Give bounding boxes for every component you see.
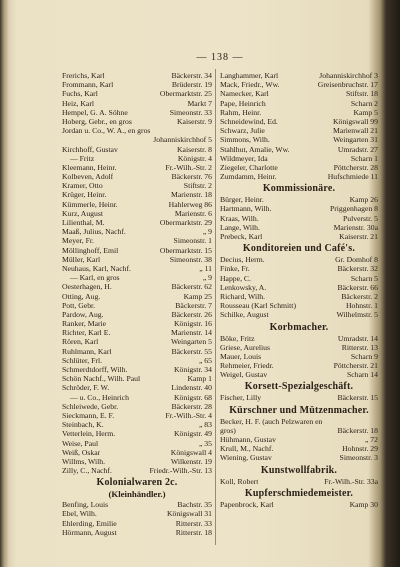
entry-name: Rahm, Heinr. [220, 107, 262, 117]
entry-address: Bäckerstr. 32 [337, 264, 378, 274]
directory-entry [62, 466, 212, 475]
directory-entry [62, 99, 212, 108]
directory-entry [62, 181, 212, 190]
entry-name: Jordan u. Co., W. A., en gros [62, 126, 151, 136]
directory-entry [62, 500, 212, 509]
entry-address: Scharn 1 [350, 153, 378, 163]
directory-entry [62, 347, 212, 356]
directory-entry [62, 227, 212, 236]
entry-address: Stiftstr. 2 [183, 181, 212, 191]
directory-entry [62, 420, 212, 429]
entry-address: Hohnstr. 1 [345, 301, 378, 311]
entry-address: Kamp 26 [349, 195, 378, 205]
entry-address: Fr.-Wilh.-Str. 2 [165, 162, 212, 172]
directory-entry [62, 71, 212, 80]
entry-name: Ehlerding, Emilie [62, 518, 117, 528]
entry-name: Kramer, Otto [62, 181, 103, 191]
entry-address: Kamp 30 [349, 499, 378, 509]
entry-address: „ 35 [198, 438, 212, 448]
entry-address: Fr.-Wilh.-Str. 33a [324, 476, 378, 486]
entry-name: Kleemann, Heinr. [62, 162, 117, 172]
entry-address: Stiftstr. 18 [345, 89, 378, 99]
section-heading: Kunstwollfabrik. [260, 464, 338, 476]
entry-name: Frerichs, Karl [62, 71, 105, 80]
directory-entry [220, 195, 378, 204]
right-column [220, 71, 378, 547]
entry-address: Hahlerweg 86 [168, 199, 212, 209]
section-heading: Kommissionäre. [262, 183, 336, 195]
entry-name: Pardow, Aug. [62, 309, 104, 319]
entry-address: Bäckerstr. 7 [175, 300, 212, 310]
directory-entry [220, 453, 378, 462]
entry-address: Bäckerstr. 2 [341, 291, 378, 301]
entry-name: Neuhaus, Karl, Nachf. [62, 263, 131, 273]
directory-entry [62, 448, 212, 457]
directory-entry [62, 172, 212, 181]
entry-name: Schwarz, Julie [220, 126, 265, 136]
entry-name: Bürger, Heinr. [220, 195, 264, 205]
entry-address: Obermarktstr. 29 [159, 218, 212, 227]
entry-address: Königstr. 4 [177, 153, 212, 163]
entry-address: Umradstr. 27 [337, 144, 378, 154]
entry-name: Koll, Robert [220, 476, 259, 486]
entry-name: Simmons, Wilh. [220, 135, 270, 145]
directory-entry [220, 89, 378, 98]
entry-name: Rören, Karl [62, 337, 99, 347]
entry-address: Scharn 5 [350, 273, 378, 283]
entry-address: „ 83 [198, 420, 212, 430]
entry-address: Greisenbruchstr. 17 [317, 80, 378, 90]
directory-entry [220, 204, 378, 213]
directory-entry [220, 154, 378, 163]
entry-name: Hartmann, Wilh. [220, 204, 272, 214]
entry-address: Wilhelmstr. 5 [336, 310, 378, 320]
entry-address: Johanniskirchhof 5 [153, 135, 212, 145]
entry-name: Lenkowsky, A. [220, 282, 267, 292]
entry-address: Königswall 31 [166, 509, 212, 519]
directory-entry [62, 154, 212, 163]
directory-entry [62, 429, 212, 438]
entry-address: Bäckerstr. 55 [171, 346, 212, 356]
entry-address: Marienwall 21 [332, 126, 378, 136]
section-subheading: (Kleinhändler.) [108, 489, 166, 500]
entry-name: Lilienthal, M. [62, 218, 105, 227]
entry-address: Lindenstr. 40 [171, 383, 212, 393]
section-heading: Kürschner und Mützenmacher. [229, 404, 369, 416]
directory-entry [220, 71, 378, 80]
directory-entry [62, 135, 212, 144]
entry-address: Ritterstr. 13 [341, 342, 378, 352]
entry-name: Hoberg, Gebr., en gros [62, 116, 132, 126]
directory-entry [62, 246, 212, 255]
entry-address: „ 9 [202, 227, 212, 237]
directory-entry [220, 343, 378, 352]
entry-name: Richard, Wilh. [220, 291, 266, 301]
directory-entry [62, 319, 212, 328]
directory-entry [220, 214, 378, 223]
directory-entry [220, 145, 378, 154]
directory-entry [220, 361, 378, 370]
entry-address: Simeonstr. 1 [173, 236, 212, 246]
directory-entry [220, 417, 378, 426]
directory-entry [62, 80, 212, 89]
directory-entry [220, 283, 378, 292]
entry-address: Königstr. 16 [173, 319, 212, 329]
entry-name: Heiz, Karl [62, 98, 95, 108]
directory-entry [62, 439, 212, 448]
entry-address: Friedr.-Wilh.-Str. 13 [149, 466, 212, 476]
entry-address: Bäckerstr. 26 [171, 309, 212, 319]
left-column [62, 71, 212, 547]
entry-address: „ 11 [199, 263, 212, 273]
entry-name: Decius, Herm. [220, 255, 265, 265]
entry-name: Kurz, August [62, 208, 103, 218]
directory-entry [62, 292, 212, 301]
entry-name: — Karl, en gros [70, 273, 120, 283]
entry-address: Wilkenstr. 19 [170, 456, 212, 466]
entry-address: Marienstr. 14 [171, 328, 212, 338]
entry-name: Schön Nachf., Wilh. Paul [62, 374, 141, 384]
directory-entry [220, 477, 378, 486]
entry-address: Bäckerstr. 18 [337, 425, 378, 435]
directory-entry [220, 500, 378, 509]
entry-name: Weiß, Oskar [62, 447, 101, 457]
entry-name: Fuchs, Karl [62, 89, 98, 99]
entry-address: „ 72 [364, 435, 378, 444]
entry-address: Weingarten 31 [333, 135, 378, 145]
directory-entry [62, 411, 212, 420]
entry-name: Benfing, Louis [62, 500, 109, 510]
directory-entry [220, 264, 378, 273]
entry-name: Steinbach, K. [62, 420, 104, 430]
directory-entry [220, 393, 378, 402]
entry-address: Priggenhagen 8 [329, 204, 378, 214]
entry-name: Wildmeyer, Ida [220, 153, 268, 163]
directory-entry [220, 117, 378, 126]
directory-entry [62, 209, 212, 218]
directory-entry [220, 108, 378, 117]
entry-name: Otting, Aug. [62, 291, 101, 301]
entry-address: Hohnstr. 29 [342, 444, 378, 454]
entry-address: Markt 7 [187, 98, 212, 108]
entry-name: Langhammer, Karl [220, 71, 279, 80]
entry-name: Schlüter, Frl. [62, 355, 103, 365]
entry-address: Simeonstr. 33 [169, 107, 212, 117]
entry-address: Scharn 9 [350, 351, 378, 361]
entry-name: Stahlhut, Amalie, Ww. [220, 144, 290, 154]
entry-address: Hufschmiede 11 [327, 172, 378, 182]
directory-entry [62, 264, 212, 273]
entry-name: Willms, Wilh. [62, 456, 106, 466]
entry-address: Bäckerstr. 66 [337, 282, 378, 292]
directory-entry [62, 117, 212, 126]
directory-entry [62, 519, 212, 528]
entry-address: Ritterstr. 18 [175, 527, 212, 537]
entry-address: Marienstr. 18 [171, 190, 212, 200]
entry-name: Schilke, August [220, 310, 269, 320]
directory-entry [62, 126, 212, 135]
entry-address: Kaiserstr. 21 [339, 232, 378, 241]
directory-entry [62, 509, 212, 518]
entry-name: Hörmann, August [62, 527, 117, 537]
directory-entry [220, 352, 378, 361]
directory-entry [62, 402, 212, 411]
entry-name: Happe, C. [220, 273, 251, 283]
entry-name: Müller, Karl [62, 254, 101, 264]
directory-entry [220, 444, 378, 453]
entry-name: Wiening, Gustav [220, 453, 272, 463]
entry-name: Kolbeven, Adolf [62, 172, 114, 182]
entry-address: „ 9 [202, 273, 212, 283]
entry-address: „ 65 [198, 355, 212, 365]
entry-address: Kamp 25 [183, 291, 212, 301]
entry-address: Obermarktstr. 15 [159, 245, 212, 255]
entry-address: Obermarktstr. 25 [159, 89, 212, 99]
entry-address: Kamp 5 [353, 107, 378, 117]
directory-entry [62, 200, 212, 209]
directory-entry [220, 255, 378, 264]
directory-entry [220, 99, 378, 108]
page-number: — 138 — [196, 52, 244, 63]
entry-name: Vetterlein, Herm. [62, 429, 116, 439]
entry-name: Namecker, Karl [220, 89, 269, 99]
entry-name: Hühmann, Gustav [220, 435, 276, 444]
entry-name: Ziegeler, Charlotte [220, 162, 278, 172]
section-heading: Korbmacher. [269, 321, 329, 333]
entry-name: Becker, H. F. (auch Pelzwaren en [220, 416, 323, 426]
entry-address: Kamp 1 [187, 374, 212, 384]
entry-name: Kraas, Wilh. [220, 213, 259, 223]
entry-address: Pöttcherstr. 21 [333, 361, 378, 371]
entry-address: Simeonstr. 38 [169, 254, 212, 264]
entry-name: Ranker, Marie [62, 319, 107, 329]
directory-entry [62, 528, 212, 537]
entry-name: — u. Co., Heinrich [70, 392, 129, 402]
entry-address: Johanniskirchhof 3 [319, 71, 378, 80]
directory-entry [62, 356, 212, 365]
directory-entry [62, 273, 212, 282]
entry-name: Sieckmann, E. F. [62, 410, 115, 420]
directory-entry [220, 223, 378, 232]
entry-address: Simeonstr. 3 [339, 453, 378, 463]
directory-entry [62, 383, 212, 392]
entry-name: Zilly, C., Nachf. [62, 466, 112, 476]
section-heading: Konditoreien und Café's. [242, 243, 356, 255]
entry-name: Lange, Wilh. [220, 222, 260, 232]
entry-address: Pulverstr. 5 [342, 213, 378, 223]
entry-name: Rehmeier, Friedr. [220, 361, 274, 371]
entry-address: Weingarten 5 [170, 337, 212, 347]
entry-address: Brüderstr. 19 [171, 80, 212, 90]
entry-name: Mack, Friedr., Ww. [220, 80, 280, 90]
entry-name: Ebel, Wilh. [62, 509, 97, 519]
directory-entry [62, 218, 212, 227]
directory-entry [62, 89, 212, 98]
entry-name: Pape, Heinrich [220, 98, 266, 108]
entry-name: Fischer, Lilly [220, 393, 262, 403]
entry-name: — Fritz [70, 153, 95, 163]
entry-address: Königstr. 34 [173, 365, 212, 374]
directory-entry [62, 393, 212, 402]
directory-entry [62, 457, 212, 466]
entry-name: Krüger, Heinr. [62, 190, 107, 200]
directory-entry [220, 292, 378, 301]
entry-name: Zumdamm, Heinr. [220, 172, 277, 182]
section-heading: Kolonialwaren 2c. [96, 477, 178, 489]
entry-name: Griese, Aurelius [220, 342, 270, 352]
entry-address: Umradstr. 14 [337, 333, 378, 343]
entry-name: Hempel, G. A. Söhne [62, 107, 128, 117]
entry-address: Ritterstr. 33 [175, 518, 212, 528]
entry-address: Königswall 4 [170, 447, 212, 457]
entry-address: Königstr. 68 [173, 392, 212, 402]
directory-entry [220, 163, 378, 172]
directory-entry [220, 172, 378, 181]
entry-address: Königstr. 49 [173, 429, 212, 439]
column-divider [215, 69, 216, 545]
directory-entry [62, 145, 212, 154]
entry-name: Mauer, Louis [220, 351, 262, 361]
entry-address: Bäckerstr. 62 [171, 282, 212, 292]
entry-name: Schneidewind, Ed. [220, 116, 278, 126]
entry-address: Bäckerstr. 15 [337, 393, 378, 403]
directory-entry [220, 301, 378, 310]
directory-entry [220, 310, 378, 319]
entry-name: Weigel, Gustav [220, 370, 268, 380]
entry-address: Königswall 99 [332, 116, 378, 126]
entry-name: Ruhlmann, Karl [62, 346, 112, 356]
directory-entry [220, 135, 378, 144]
entry-address: Bäckerstr. 34 [171, 71, 212, 80]
directory-entry [220, 80, 378, 89]
directory-entry [220, 274, 378, 283]
entry-address: Bachstr. 35 [177, 500, 212, 510]
entry-name: Möllinghoff, Emil [62, 245, 119, 255]
entry-name: Rousseau (Karl Schmitt) [220, 301, 297, 311]
directory-entry [220, 370, 378, 379]
entry-address: Marienstr. 6 [174, 208, 212, 218]
entry-address: Pöttcherstr. 28 [333, 162, 378, 172]
entry-name: Meyer, Fr. [62, 236, 94, 246]
entry-address: Bäckerstr. 28 [171, 401, 212, 411]
directory-entry [220, 126, 378, 135]
entry-name: Böke, Fritz [220, 333, 255, 343]
entry-name: Frommann, Karl [62, 80, 114, 90]
entry-name: Finke, Fr. [220, 264, 250, 274]
directory-entry [220, 232, 378, 241]
entry-name: Richter, Karl E. [62, 328, 111, 338]
directory-entry [62, 310, 212, 319]
entry-name: Papenbrock, Karl [220, 499, 274, 509]
directory-entry [62, 301, 212, 310]
directory-entry [62, 255, 212, 264]
entry-name: Weise, Paul [62, 438, 99, 448]
entry-address: Kaiserstr. 9 [176, 116, 212, 126]
entry-name: Schleiwede, Gebr. [62, 401, 119, 411]
entry-name: Kirchhoff, Gustav [62, 144, 118, 154]
directory-entry [62, 236, 212, 245]
directory-entry [62, 282, 212, 291]
entry-name: Schmerdtdorff, Wilh. [62, 365, 128, 374]
entry-address: Kaiserstr. 8 [176, 144, 212, 154]
entry-name: gros) [220, 425, 236, 435]
section-heading: Korsett-Spezialgeschäft. [244, 381, 354, 393]
entry-address: Scharn 2 [350, 98, 378, 108]
entry-name: Maaß, Julius, Nachf. [62, 227, 126, 237]
entry-name: Schröder, F. W. [62, 383, 110, 393]
section-heading: Kupferschmiedemeister. [244, 487, 354, 499]
entry-address: Scharn 14 [347, 370, 378, 380]
entry-address: Fr.-Wilh.-Str. 4 [165, 410, 212, 420]
directory-entry [62, 190, 212, 199]
directory-entry [220, 435, 378, 444]
entry-address: Marienstr. 30a [333, 222, 378, 232]
directory-entry [220, 426, 378, 435]
directory-entry [62, 328, 212, 337]
directory-entry [62, 365, 212, 374]
entry-name: Kümmerle, Heinr. [62, 199, 118, 209]
directory-entry [62, 108, 212, 117]
entry-address: Bäckerstr. 76 [171, 172, 212, 182]
entry-address: Gr. Domhof 8 [335, 255, 378, 265]
directory-entry [62, 337, 212, 346]
entry-name: Prebeck, Karl [220, 232, 263, 241]
directory-entry [220, 334, 378, 343]
entry-name: Oesterhagen, H. [62, 282, 112, 292]
directory-entry [62, 374, 212, 383]
directory-entry [62, 163, 212, 172]
entry-name: Krull, M., Nachf. [220, 444, 274, 454]
entry-name: Pott, Gebr. [62, 300, 96, 310]
